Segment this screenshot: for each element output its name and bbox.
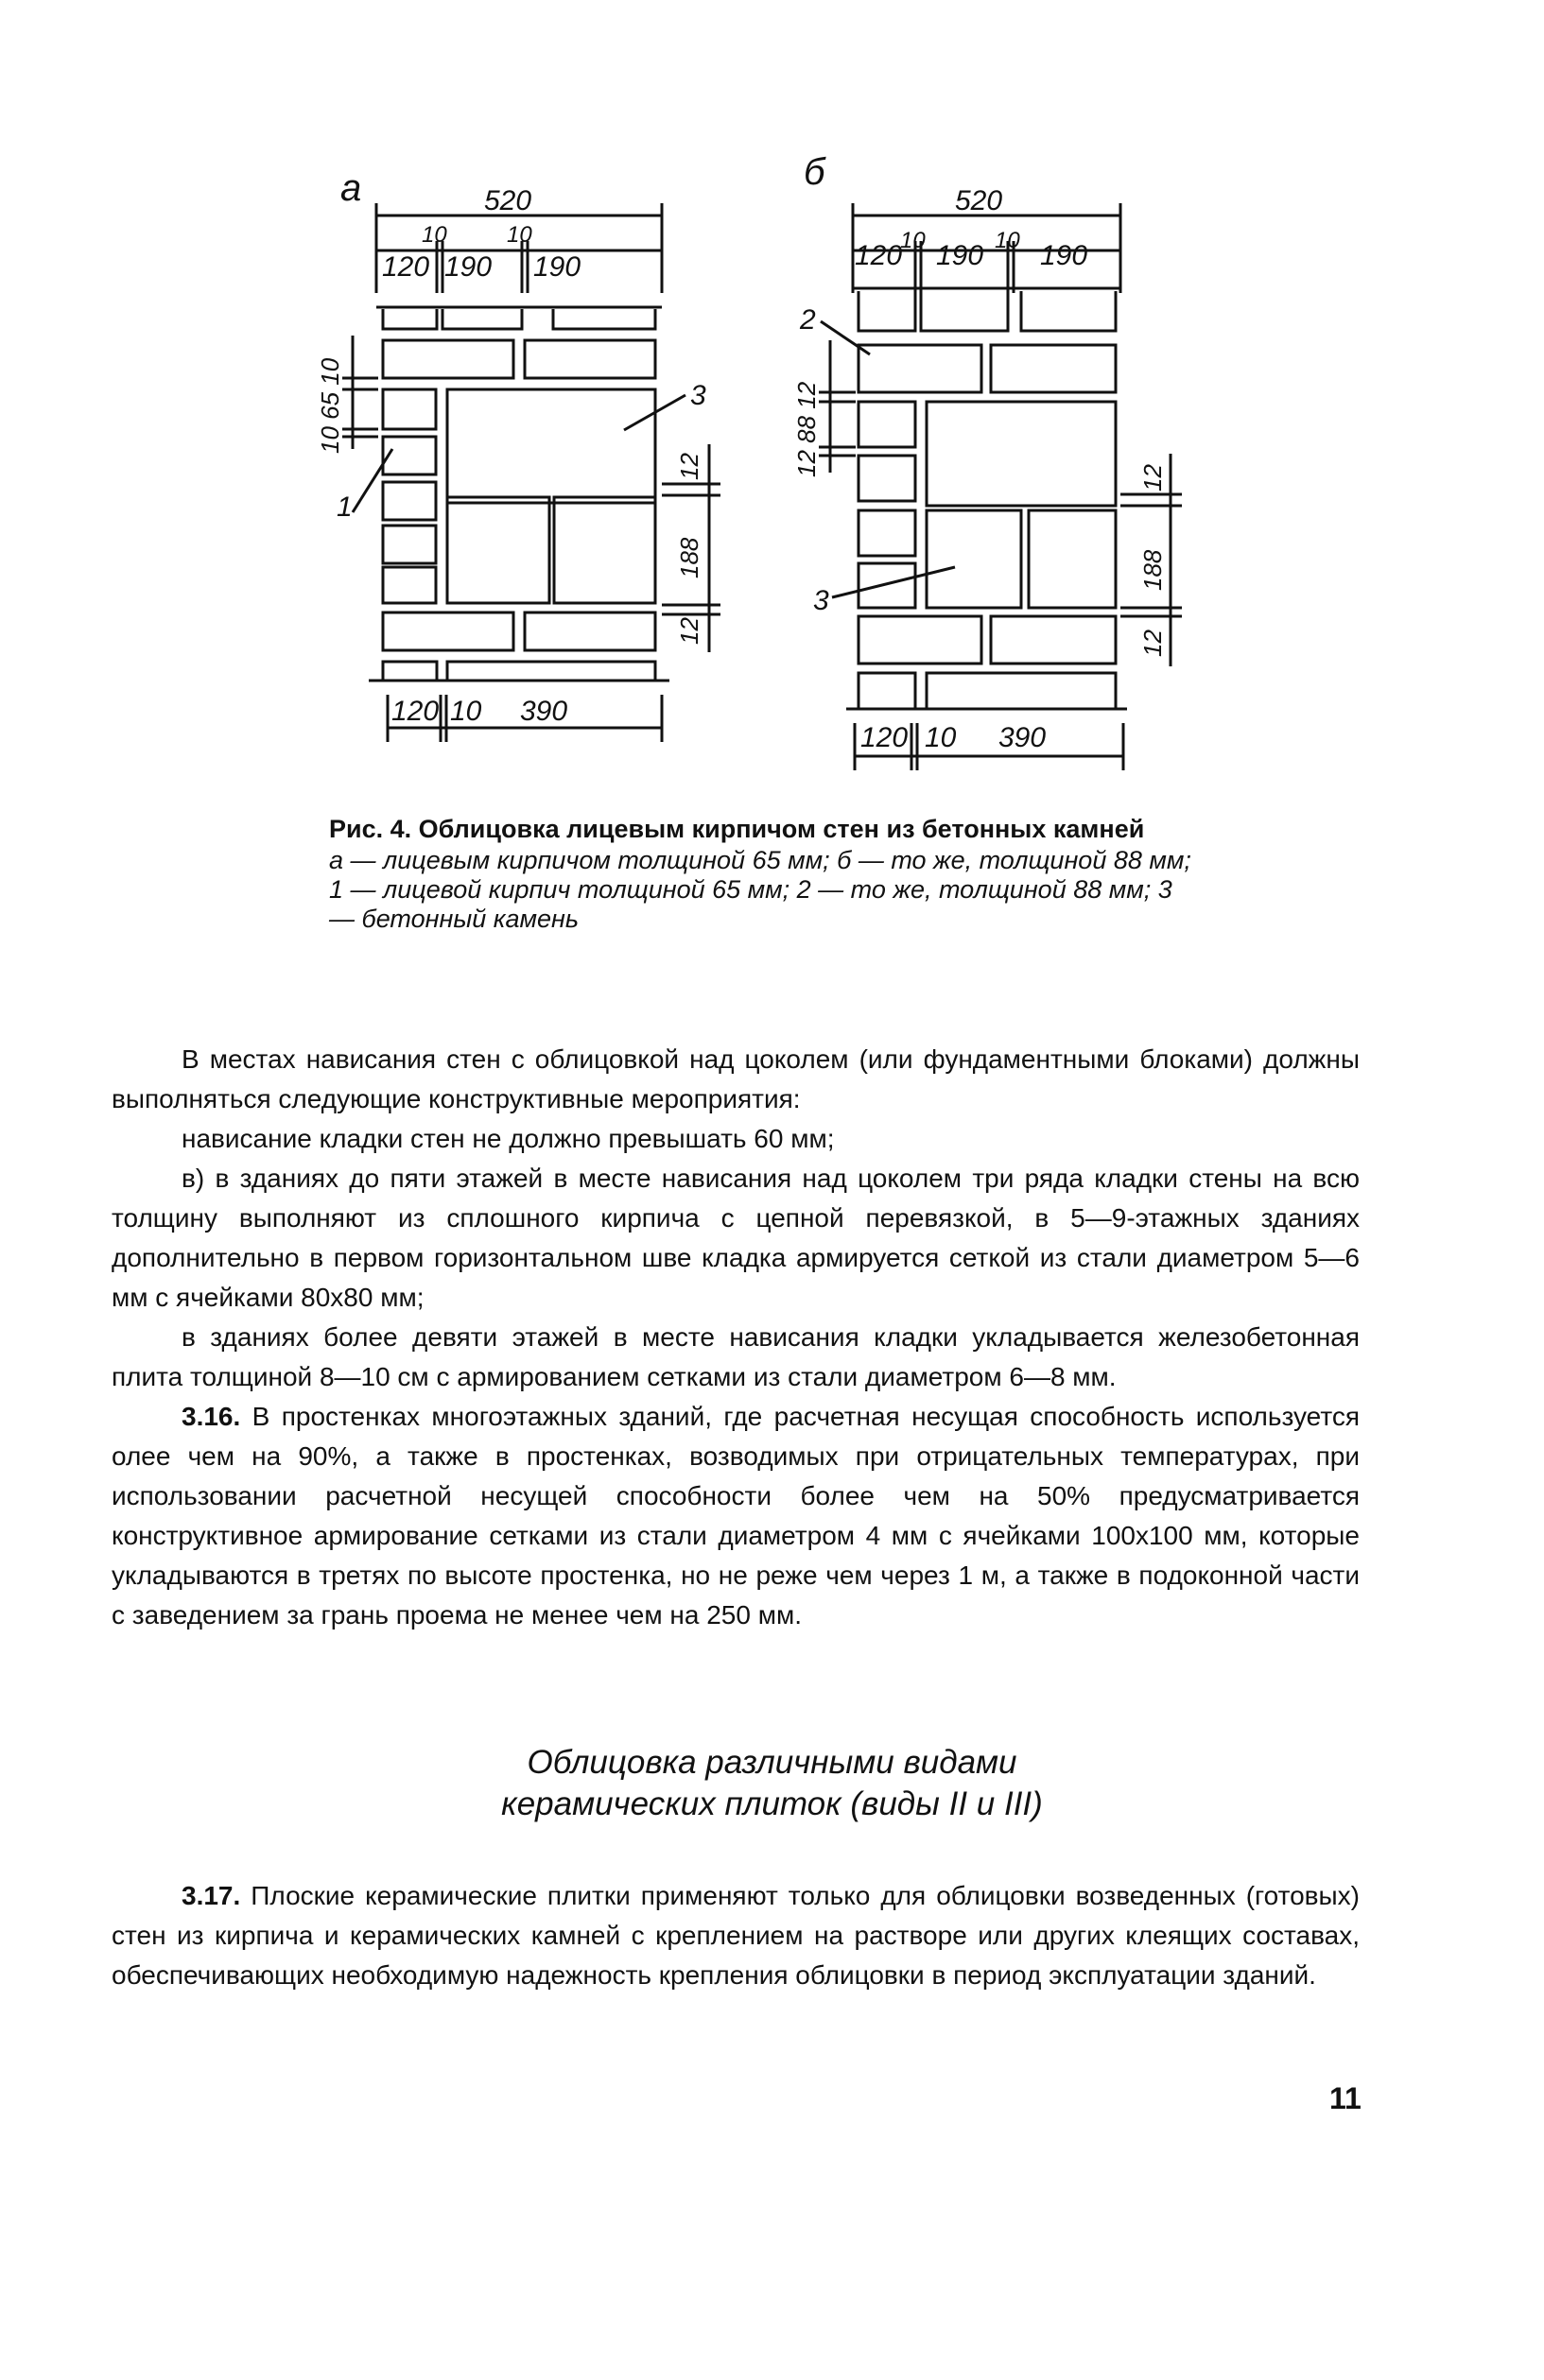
dim-total-b: 520 (955, 185, 1003, 216)
paragraph: нависание кладки стен не должно превышать 60 мм; (182, 1124, 835, 1153)
caption-legend: а — лицевым кирпичом толщиной 65 мм; б — то же, толщиной 88 мм; 1 — лицевой кирпич толщиной 65 мм; 2 — то же, толщиной 88 мм; 3 — бетонный камень (329, 846, 1191, 933)
dim-total-a: 520 (484, 185, 532, 216)
paragraph-3-16 (112, 1397, 1360, 1635)
figure-caption (329, 815, 1199, 934)
callout-3-a: 3 (690, 380, 706, 411)
heading-line-1: Облицовка различными видами (527, 1744, 1017, 1781)
dim-10-a1: 10 (422, 222, 447, 248)
dim-right-12b-b: 12 (1138, 629, 1167, 657)
paragraph: В местах нависания стен с облицовкой над цоколем (или фундаментными блоками) должны выполняться следующие конструктивные мероприятия: (112, 1044, 1360, 1113)
paragraph: в) в зданиях до пяти этажей в месте нависания над цоколем три ряда кладки стены на всю толщину выполняют из сплошного кирпича с цепной перевязкой, в 5—9-этажных зданиях дополнительно в первом горизонтальном шве кладка армируется сеткой из стали диаметром 5—6 мм с ячейками 80х80 мм; (112, 1164, 1360, 1312)
figure-b-drawing (819, 203, 1182, 770)
figure-a-drawing (342, 203, 720, 742)
paragraph-text: Плоские керамические плитки применяют только для облицовки возведенных (готовых) стен из кирпича и керамических камней с креплением на растворе или других клеящих составах, обеспечивающих необходимую надежность крепления облицовки в период эксплуатации зданий. (112, 1881, 1361, 1990)
dim-190-b2: 190 (1040, 240, 1088, 271)
paragraph-text: В простенках многоэтажных зданий, где расчетная несущая способность используется олее чем на 90%, а также в простенках, возводимых при отрицательных температурах, при использовании расчетной несущей способности более чем на 50% предусматривается конструктивное армирование сетками из стали диаметром 4 мм с ячейками 100х100 мм, которые укладываются в третях по высоте простенка, но не реже чем через 1 м, а также в подоконной части с заведением за грань проема не менее чем на 250 мм. (112, 1402, 1360, 1630)
callout-1-a: 1 (337, 492, 353, 523)
figure-a-label: а (340, 167, 362, 209)
figure-b-label: б (804, 151, 825, 193)
dim-bottom-10-b: 10 (925, 722, 957, 753)
dim-right-188-a: 188 (675, 537, 703, 578)
section-number: 3.17. (182, 1881, 241, 1910)
dim-bottom-120-b: 120 (860, 722, 909, 753)
caption-title: Рис. 4. Облицовка лицевым кирпичом стен из бетонных камней (329, 815, 1145, 843)
dim-190-a2: 190 (533, 251, 581, 283)
dim-bottom-10-a: 10 (450, 696, 482, 727)
section-heading (284, 1742, 1260, 1825)
callout-2-b: 2 (800, 304, 816, 336)
body-text (112, 1040, 1360, 1635)
dim-right-12b-a: 12 (675, 617, 703, 645)
masonry-figure (0, 0, 1544, 803)
dim-120-b: 120 (855, 240, 903, 271)
dim-10-b2: 10 (995, 228, 1020, 253)
dim-bottom-390-a: 390 (520, 696, 568, 727)
dim-left-a: 10 65 10 (316, 357, 344, 454)
section-number: 3.16. (182, 1402, 241, 1431)
dim-bottom-120-a: 120 (391, 696, 440, 727)
paragraph: в зданиях более девяти этажей в месте нависания кладки укладывается железобетонная плита толщиной 8—10 см с армированием сетками из стали диаметром 6—8 мм. (112, 1322, 1360, 1391)
dim-10-a2: 10 (507, 222, 532, 248)
dim-right-12a-a: 12 (675, 453, 703, 480)
dim-bottom-390-b: 390 (998, 722, 1047, 753)
dim-left-b: 12 88 12 (792, 381, 821, 477)
dim-right-188-b: 188 (1138, 549, 1167, 591)
callout-3-b: 3 (813, 585, 829, 616)
paragraph-3-17 (112, 1876, 1360, 1995)
heading-line-2: керамических плиток (виды II и III) (501, 1785, 1043, 1822)
dim-190-a1: 190 (444, 251, 493, 283)
dim-190-b1: 190 (936, 240, 984, 271)
dim-right-12a-b: 12 (1138, 464, 1167, 492)
dim-120-a: 120 (382, 251, 430, 283)
dim-10-b1: 10 (900, 228, 926, 253)
page-number: 11 (1329, 2081, 1362, 2115)
body-text-2 (112, 1876, 1360, 1995)
